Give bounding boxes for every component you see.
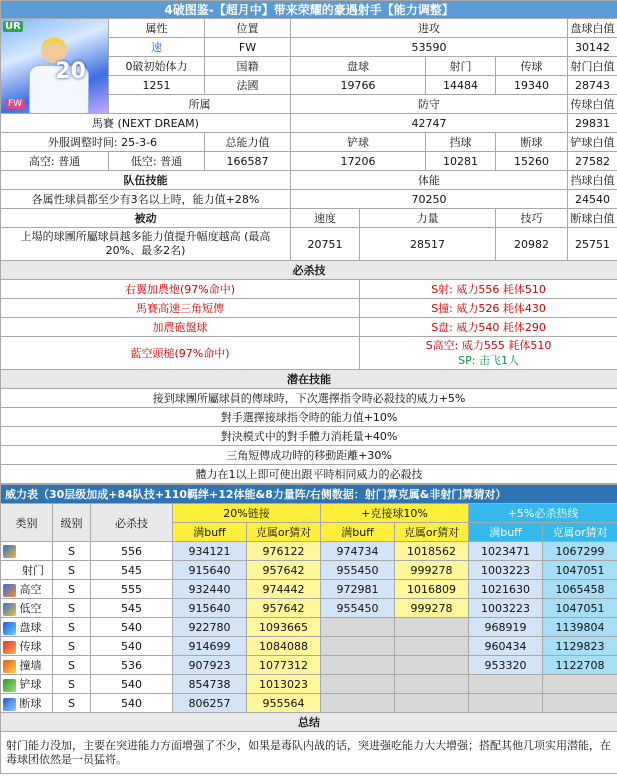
value-cell: 932440	[173, 580, 247, 599]
sub-counter: 克属or猜对	[395, 523, 469, 542]
defense-value: 42747	[291, 114, 568, 133]
value-cell: 960434	[469, 637, 543, 656]
power-table	[0, 484, 617, 774]
value-cell: 974442	[247, 580, 321, 599]
group-header: +5%必杀热线	[469, 504, 617, 523]
technique-label: 技巧	[496, 209, 568, 228]
value-cell: 955450	[321, 561, 395, 580]
value-cell: 968919	[469, 618, 543, 637]
technique-value: 20982	[496, 228, 568, 261]
special-name: 馬賽高速三角短傳	[1, 299, 360, 318]
value-cell: 1013023	[247, 675, 321, 694]
empty-cell	[395, 618, 469, 637]
block-white-value: 24540	[568, 190, 617, 209]
passive-text: 上場的球團所屬球員越多能力值提升幅度越高 (最高20%、最多2名)	[1, 228, 291, 261]
total-value: 166587	[205, 152, 291, 171]
attr-value: 速	[109, 38, 205, 57]
power-table-header: 威力表（30层级加成+84队技+110羁绊+12体能&8力量阵/右侧数据：射门算克属&非射门算猜对）	[1, 485, 617, 504]
value-cell: 914699	[173, 637, 247, 656]
clear-label: 断球	[496, 133, 568, 152]
dribble-label: 盘球	[291, 57, 426, 76]
potential-header: 潜在技能	[1, 370, 617, 389]
jersey-number: 20	[55, 59, 86, 84]
rarity-badge: UR	[5, 21, 21, 32]
pos-value: FW	[205, 38, 291, 57]
special-name: 藍空頭槌(97%命中)	[1, 337, 360, 370]
summary-text: 射门能力没加，主要在突进能力方面增强了不少，如果是毒队内战的话，突进强吃能力大大增强；搭配其他几项实用潜能，在毒球团依然是一员猛将。	[1, 732, 617, 774]
value-cell: 957642	[247, 561, 321, 580]
empty-cell	[395, 637, 469, 656]
team-label: 所属	[109, 95, 291, 114]
skill-cell: 540	[91, 675, 173, 694]
skill-cell: 536	[91, 656, 173, 675]
page-title: 4破图鉴-【超月中】带来荣耀的豪遇射手【能力调整】	[1, 1, 617, 19]
value-cell: 955450	[321, 599, 395, 618]
value-cell: 974734	[321, 542, 395, 561]
pass-label: 传球	[496, 57, 568, 76]
power-label: 力量	[360, 209, 496, 228]
summary-header: 总结	[1, 713, 617, 732]
dribble-white-label: 盘球白值	[568, 19, 617, 38]
col-level: 级别	[53, 504, 91, 542]
type-cell: 传球	[1, 637, 53, 656]
type-cell: 铲球	[1, 675, 53, 694]
header-ball-icon	[3, 584, 16, 597]
group-header: 20%链接	[173, 504, 321, 523]
shoot-value: 14484	[426, 76, 496, 95]
value-cell: 907923	[173, 656, 247, 675]
sub-full: 满buff	[321, 523, 395, 542]
tackle-value: 17206	[291, 152, 426, 171]
value-cell: 1093665	[247, 618, 321, 637]
value-cell: 972981	[321, 580, 395, 599]
value-cell: 922780	[173, 618, 247, 637]
low-rating: 低空: 普通	[109, 152, 205, 171]
pos-label: 位置	[205, 19, 291, 38]
empty-cell	[543, 694, 617, 713]
type-cell: 射门	[1, 561, 53, 580]
team-skill-label: 队伍技能	[1, 171, 291, 190]
level-cell: S	[53, 542, 91, 561]
adjust-date: 外服调整时间: 25-3-6	[1, 133, 205, 152]
value-cell: 915640	[173, 599, 247, 618]
empty-cell	[321, 618, 395, 637]
dribble-icon	[3, 622, 16, 635]
pass-white-label: 传球白值	[568, 95, 617, 114]
value-cell: 1139804	[543, 618, 617, 637]
type-cell: 高空	[1, 580, 53, 599]
empty-cell	[321, 656, 395, 675]
value-cell: 806257	[173, 694, 247, 713]
potential-item: 三角短傳成功時的移動距離+30%	[1, 446, 617, 465]
block-value: 10281	[426, 152, 496, 171]
nation-value: 法國	[205, 76, 291, 95]
value-cell: 955564	[247, 694, 321, 713]
level-cell: S	[53, 561, 91, 580]
skill-cell: 540	[91, 637, 173, 656]
potential-item: 對手選擇接球指令時的能力值+10%	[1, 408, 617, 427]
special-desc: S射: 威力556 耗体510	[360, 280, 617, 299]
attack-label: 进攻	[291, 19, 568, 38]
empty-cell	[469, 675, 543, 694]
speed-value: 20751	[291, 228, 360, 261]
value-cell: 915640	[173, 561, 247, 580]
value-cell: 1021630	[469, 580, 543, 599]
special-header: 必杀技	[1, 261, 617, 280]
level-cell: S	[53, 656, 91, 675]
type-cell: 断球	[1, 694, 53, 713]
player-portrait	[1, 19, 109, 114]
col-skill: 必杀技	[91, 504, 173, 542]
volley-icon	[3, 603, 16, 616]
sub-full: 满buff	[469, 523, 543, 542]
block-white-label: 挡球白值	[568, 171, 617, 190]
col-type: 类别	[1, 504, 53, 542]
shoot-white-value: 28743	[568, 76, 617, 95]
speed-label: 速度	[291, 209, 360, 228]
empty-cell	[321, 694, 395, 713]
sub-full: 满buff	[173, 523, 247, 542]
value-cell: 1018562	[395, 542, 469, 561]
empty-cell	[395, 694, 469, 713]
value-cell: 1129823	[543, 637, 617, 656]
attr-label: 属性	[109, 19, 205, 38]
clear-value: 15260	[496, 152, 568, 171]
team-skill-text: 各属性球員都至少有3名以上時，能力值+28%	[1, 190, 291, 209]
level-cell: S	[53, 637, 91, 656]
type-cell: 撞墙	[1, 656, 53, 675]
body-label: 体能	[291, 171, 568, 190]
special-desc: S盘: 威力540 耗体290	[360, 318, 617, 337]
special-desc: S撞: 威力526 耗体430	[360, 299, 617, 318]
pass-white-value: 29831	[568, 114, 617, 133]
potential-item: 體力在1以上即可使出跟平時相同威力的必殺技	[1, 465, 617, 484]
empty-cell	[321, 675, 395, 694]
clear-white-label: 断球白值	[568, 209, 617, 228]
tackle-label: 铲球	[291, 133, 426, 152]
level-cell: S	[53, 694, 91, 713]
empty-cell	[395, 656, 469, 675]
passive-label: 被动	[1, 209, 291, 228]
tackle-white-value: 27582	[568, 152, 617, 171]
level-cell: S	[53, 618, 91, 637]
sub-counter: 克属or猜对	[543, 523, 617, 542]
special-desc-multi	[360, 337, 617, 370]
skill-cell: 540	[91, 618, 173, 637]
potential-item: 接到球團所屬球員的傳球時，下次選擇指令時必殺技的威力+5%	[1, 389, 617, 408]
value-cell: 1065458	[543, 580, 617, 599]
type-cell: 低空	[1, 599, 53, 618]
attack-value: 53590	[291, 38, 568, 57]
type-cell	[1, 542, 53, 561]
value-cell: 1003223	[469, 599, 543, 618]
tackle-white-label: 铲球白值	[568, 133, 617, 152]
team-value: 馬賽 (NEXT DREAM)	[1, 114, 291, 133]
pass-value: 19340	[496, 76, 568, 95]
value-cell: 1047051	[543, 561, 617, 580]
potential-item: 對決模式中的對手體力消耗量+40%	[1, 427, 617, 446]
level-cell: S	[53, 675, 91, 694]
value-cell: 1023471	[469, 542, 543, 561]
value-cell: 1122708	[543, 656, 617, 675]
empty-cell	[395, 675, 469, 694]
value-cell: 1067299	[543, 542, 617, 561]
nation-label: 国籍	[205, 57, 291, 76]
special-name: 加農砲盤球	[1, 318, 360, 337]
special-desc: S高空: 威力555 耗体510	[425, 339, 552, 352]
dribble-value: 19766	[291, 76, 426, 95]
sub-counter: 克属or猜对	[247, 523, 321, 542]
value-cell: 1047051	[543, 599, 617, 618]
value-cell: 1003223	[469, 561, 543, 580]
air-rating: 高空: 普通	[1, 152, 109, 171]
value-cell: 999278	[395, 561, 469, 580]
value-cell: 1084088	[247, 637, 321, 656]
stamina-label: 0破初始体力	[109, 57, 205, 76]
skill-cell: 556	[91, 542, 173, 561]
shoot-icon	[3, 545, 16, 558]
dribble-white-value: 30142	[568, 38, 617, 57]
skill-cell: 545	[91, 599, 173, 618]
stamina-value: 1251	[109, 76, 205, 95]
empty-cell	[321, 637, 395, 656]
group-header: +克接球10%	[321, 504, 469, 523]
value-cell: 854738	[173, 675, 247, 694]
empty-cell	[469, 694, 543, 713]
skill-cell: 545	[91, 561, 173, 580]
empty-cell	[543, 675, 617, 694]
body-value: 70250	[291, 190, 568, 209]
value-cell: 957642	[247, 599, 321, 618]
position-tag: FW	[5, 99, 25, 109]
intercept-icon	[3, 698, 16, 711]
tackle-icon	[3, 679, 16, 692]
defense-label: 防守	[291, 95, 568, 114]
one-two-icon	[3, 660, 16, 673]
special-name: 右翼加農炮(97%命中)	[1, 280, 360, 299]
clear-white-value: 25751	[568, 228, 617, 261]
value-cell: 999278	[395, 599, 469, 618]
pass-icon	[3, 641, 16, 654]
skill-cell: 555	[91, 580, 173, 599]
power-value: 28517	[360, 228, 496, 261]
special-desc-extra: SP: 击飞1人	[458, 354, 519, 367]
total-label: 总能力值	[205, 133, 291, 152]
value-cell: 976122	[247, 542, 321, 561]
value-cell: 1016809	[395, 580, 469, 599]
level-cell: S	[53, 599, 91, 618]
skill-cell: 540	[91, 694, 173, 713]
value-cell: 934121	[173, 542, 247, 561]
shoot-white-label: 射门白值	[568, 57, 617, 76]
block-label: 挡球	[426, 133, 496, 152]
level-cell: S	[53, 580, 91, 599]
shoot-label: 射门	[426, 57, 496, 76]
value-cell: 1077312	[247, 656, 321, 675]
value-cell: 953320	[469, 656, 543, 675]
type-cell: 盘球	[1, 618, 53, 637]
